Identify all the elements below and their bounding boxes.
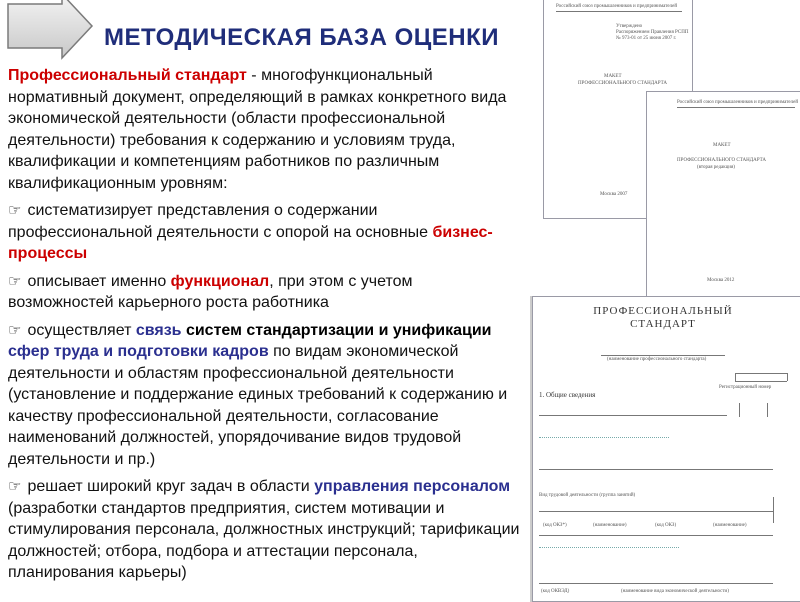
doc-thumbnail-standard-form: ПРОФЕССИОНАЛЬНЫЙ СТАНДАРТ (наименование профессионального стандарта) Регистрационный номер 1. Общие сведения Вид трудовой деятельности (группа занятий) (код ОКЗ*) (наименование) (код ОКЗ) (наименование) (код ОКВЭД) (наименование вида экономической деятельности) (532, 296, 800, 602)
form-title: ПРОФЕССИОНАЛЬНЫЙ СТАНДАРТ (593, 305, 733, 330)
page-title: МЕТОДИЧЕСКАЯ БАЗА ОЦЕНКИ (104, 24, 500, 51)
intro-term: Профессиональный стандарт (8, 67, 247, 84)
pointing-hand-icon: ☞ (8, 272, 22, 290)
doc-thumbnail-maket-2007: Российский союз промышленников и предпринимателей Утверждено Распоряжением Правления РСПП № 973-01 от 25 июня 2007 г. МАКЕТ ПРОФЕССИОНАЛЬНОГО СТАНДАРТА Москва 2007 (543, 0, 693, 219)
pointing-hand-icon: ☞ (8, 202, 22, 219)
doc-thumbnail-maket-2012: Российский союз промышленников и предпринимателей МАКЕТ ПРОФЕССИОНАЛЬНОГО СТАНДАРТА (вторая редакция) Москва 2012 (646, 91, 800, 307)
intro-paragraph: Профессиональный стандарт - многофункциональный нормативный документ, определяющий в рамках конкретного вида экономической деятельности (области профессиональной деятельности) требования к содержанию и условиям труда, квалификации и компетенциям работников по различным квалификационным уровням: (8, 67, 507, 192)
bullet-2: ☞ описывает именно функционал, при этом с учетом возможностей карьерного роста работника (8, 272, 413, 311)
pointing-hand-icon: ☞ (8, 321, 22, 339)
bullet-3: ☞ осуществляет связь систем стандартизации и унификации сфер труда и подготовки кадров по видам экономической деятельности и областям профессиональной деятельности (установление и поддержание единых требований к содержанию и качеству профессиональной деятельности, согласование наименований должностей, упорядочивание видов трудовой деятельности и пр.) (8, 321, 508, 468)
arrow-right-icon (0, 0, 100, 60)
content-body (8, 65, 520, 590)
bullet-1: ☞ систематизирует представления о содержании профессиональной деятельности с опорой на основные бизнес-процессы (8, 202, 493, 262)
pointing-hand-icon: ☞ (8, 478, 22, 495)
bullet-4: ☞ решает широкий круг задач в области управления персоналом (разработки стандартов предприятия, систем мотивации и стимулирования персонала, должностных инструкций; тарификации должностей; отбора, подбора и аттестации персонала, планирования карьеры) (8, 478, 520, 581)
